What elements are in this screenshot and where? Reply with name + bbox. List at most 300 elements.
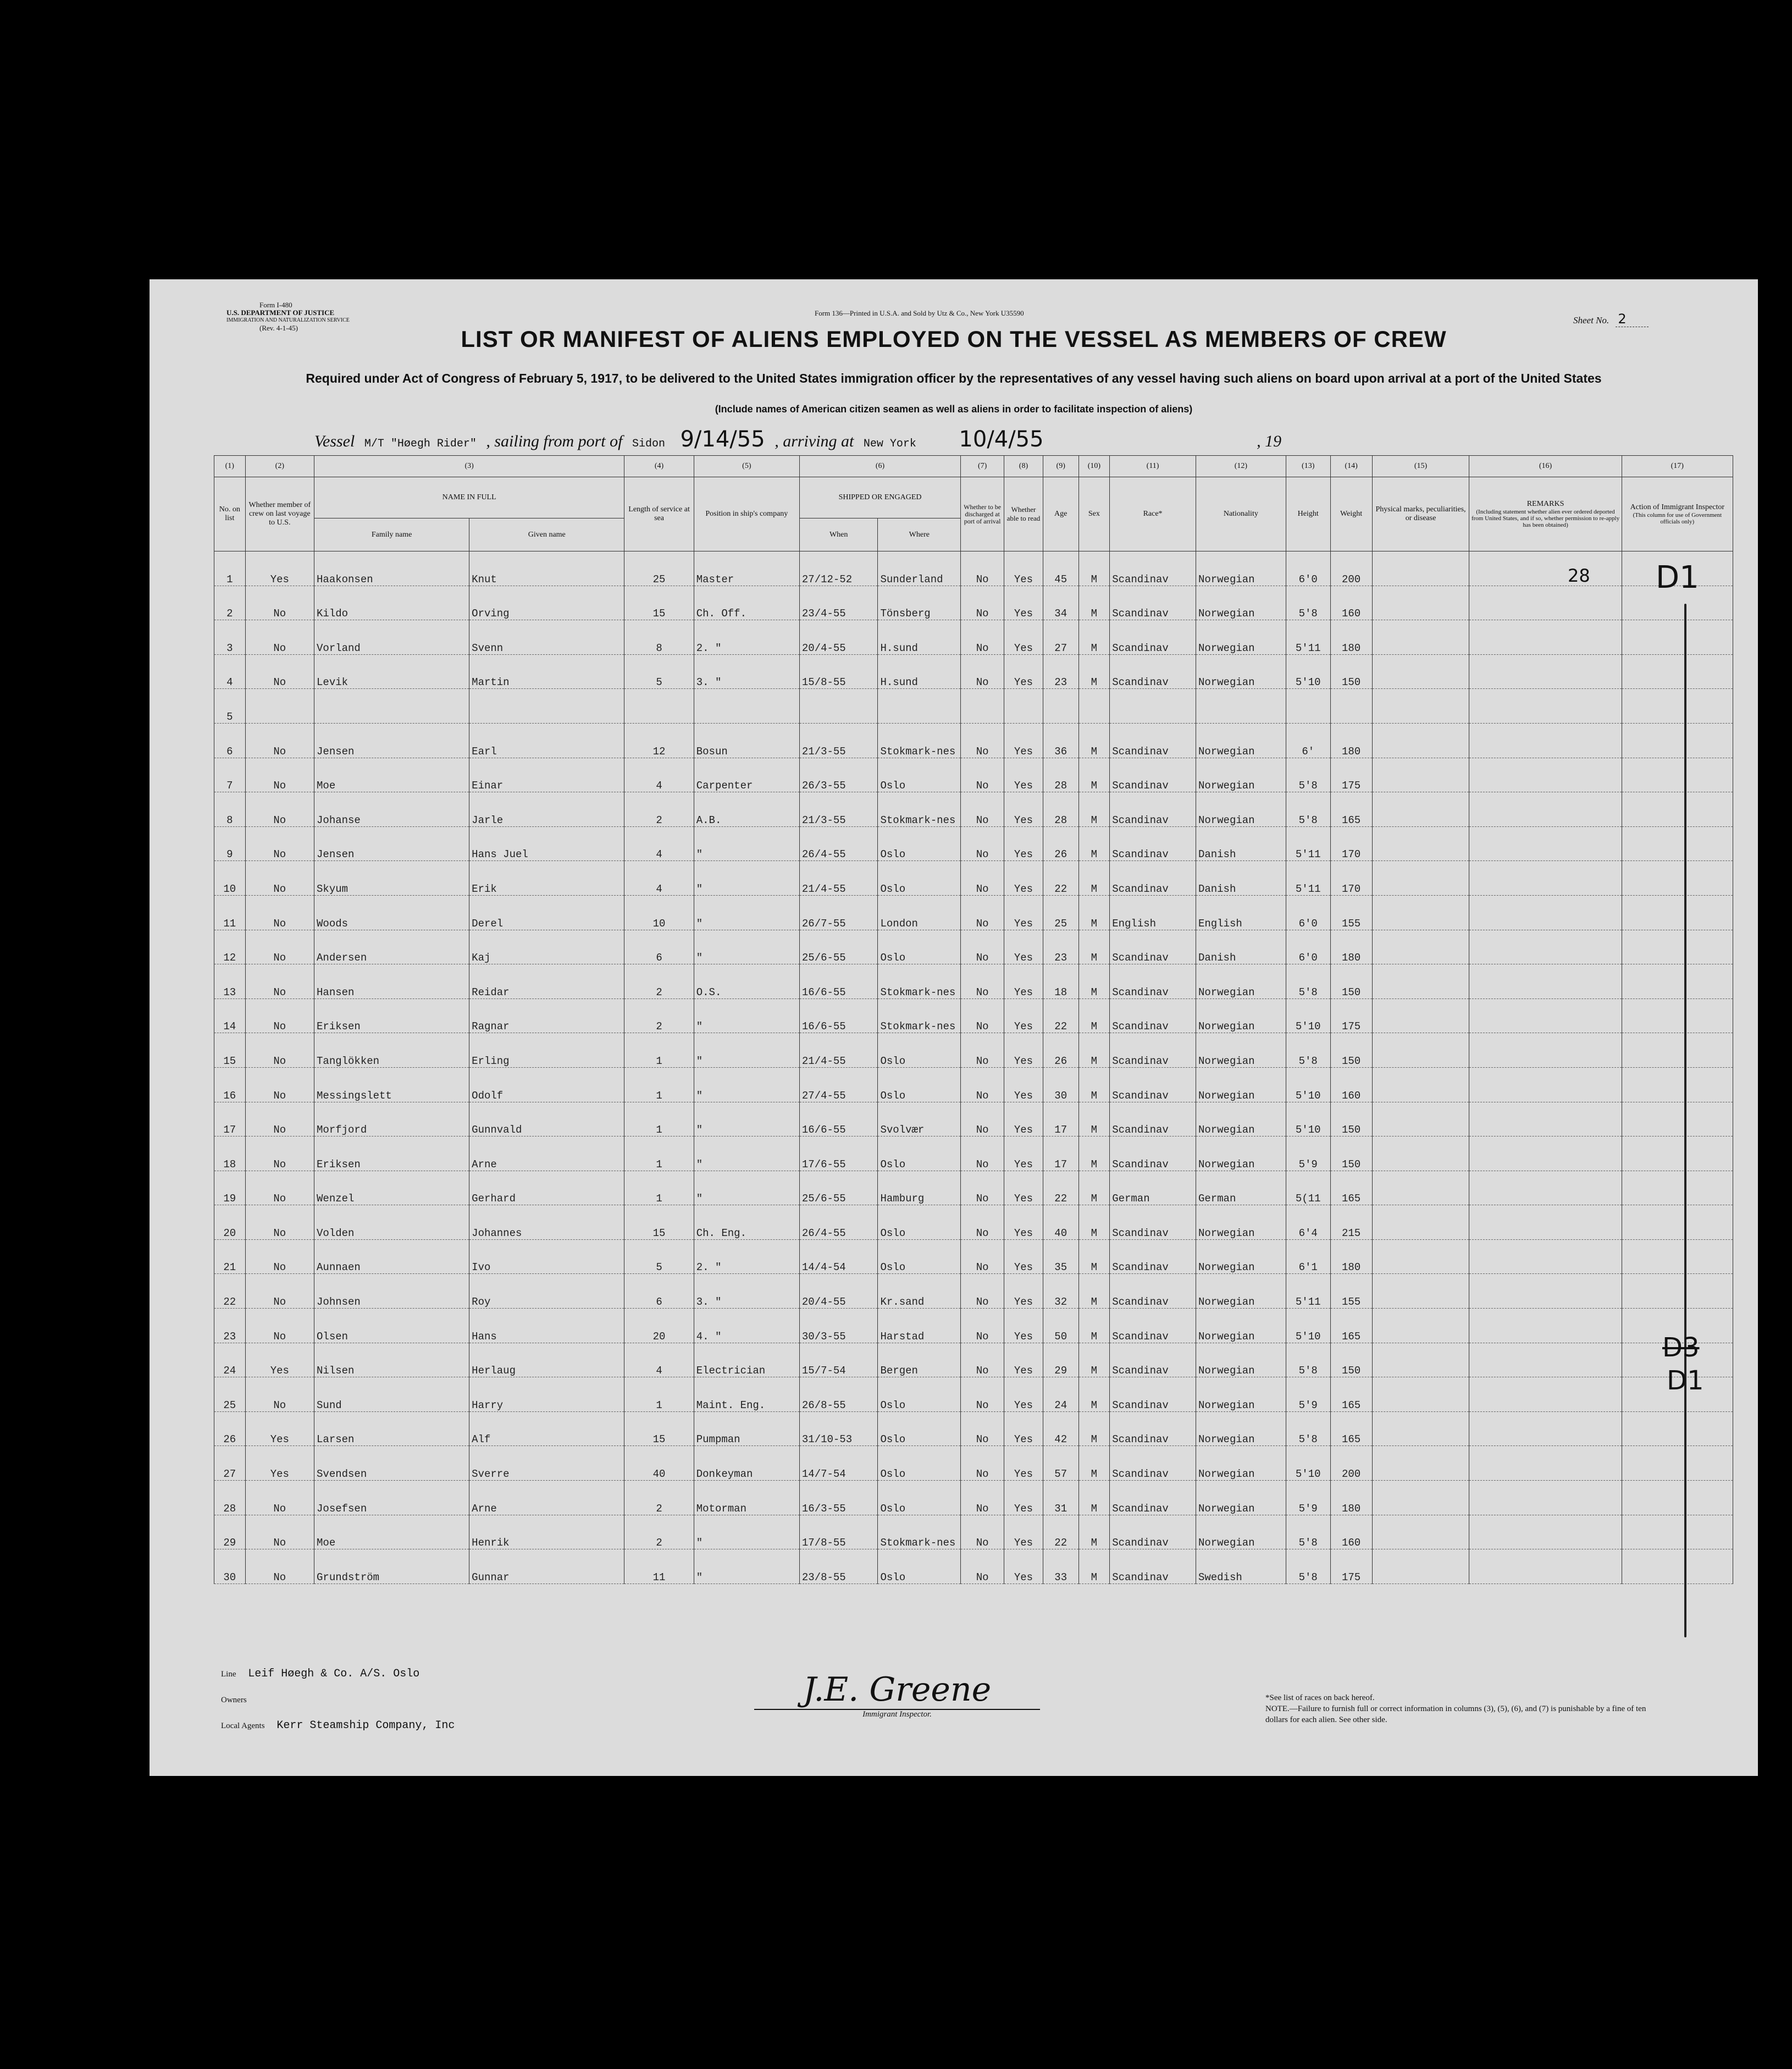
header-remarks — [1469, 477, 1622, 551]
inspector-action — [1622, 1205, 1733, 1240]
row-number: 2 — [214, 586, 246, 620]
header-nationality: Nationality — [1196, 477, 1286, 551]
discharged: No — [961, 964, 1004, 999]
remarks — [1469, 998, 1622, 1033]
discharged: No — [961, 586, 1004, 620]
sex: M — [1078, 998, 1110, 1033]
table-row — [214, 1033, 1733, 1068]
col-num-6: (6) — [799, 456, 960, 477]
physical-marks — [1372, 689, 1469, 724]
inspector-signature: J.E. Greene — [803, 1670, 992, 1709]
shipped-where: Stokmark-nes — [878, 723, 961, 758]
given-name: Martin — [469, 654, 624, 689]
row-number: 1 — [214, 551, 246, 586]
given-name: Gunnvald — [469, 1102, 624, 1136]
last-voyage: No — [245, 930, 314, 964]
shipped-where: Tönsberg — [878, 586, 961, 620]
inspector-action — [1622, 758, 1733, 792]
family-name: Johanse — [314, 792, 469, 827]
table-row — [214, 964, 1733, 999]
position: 2. " — [694, 1239, 799, 1274]
sailing-label: , sailing from port of — [486, 432, 623, 450]
physical-marks — [1372, 1033, 1469, 1068]
height: 5'8 — [1286, 586, 1330, 620]
nationality: Norwegian — [1196, 620, 1286, 655]
shipped-when: 14/4-54 — [799, 1239, 878, 1274]
nationality: Norwegian — [1196, 1377, 1286, 1412]
remarks — [1469, 1343, 1622, 1377]
service-length: 15 — [624, 1411, 694, 1446]
table-row — [214, 1481, 1733, 1515]
header-when: When — [799, 518, 878, 551]
discharged: No — [961, 1515, 1004, 1549]
able-to-read: Yes — [1004, 1481, 1043, 1515]
last-voyage: No — [245, 654, 314, 689]
discharged: No — [961, 998, 1004, 1033]
table-row — [214, 1067, 1733, 1102]
family-name: Skyum — [314, 861, 469, 896]
able-to-read: Yes — [1004, 1067, 1043, 1102]
service-length: 25 — [624, 551, 694, 586]
nationality: Norwegian — [1196, 964, 1286, 999]
service-length: 2 — [624, 1481, 694, 1515]
header-weight: Weight — [1330, 477, 1372, 551]
col-num-16: (16) — [1469, 456, 1622, 477]
row-number: 22 — [214, 1274, 246, 1309]
age: 23 — [1043, 654, 1078, 689]
able-to-read: Yes — [1004, 964, 1043, 999]
age: 40 — [1043, 1205, 1078, 1240]
remarks — [1469, 895, 1622, 930]
last-voyage: No — [245, 1033, 314, 1068]
age: 26 — [1043, 826, 1078, 861]
table-row — [214, 1309, 1733, 1343]
shipped-when: 16/6-55 — [799, 998, 878, 1033]
inspector-action — [1622, 861, 1733, 896]
given-name: Earl — [469, 723, 624, 758]
table-row — [214, 1102, 1733, 1136]
nationality: Norwegian — [1196, 551, 1286, 586]
race: Scandinav — [1110, 1239, 1196, 1274]
race: English — [1110, 895, 1196, 930]
table-row — [214, 1515, 1733, 1549]
shipped-where: Stokmark-nes — [878, 1515, 961, 1549]
able-to-read: Yes — [1004, 1205, 1043, 1240]
header-where: Where — [878, 518, 961, 551]
able-to-read: Yes — [1004, 1446, 1043, 1481]
position: " — [694, 895, 799, 930]
family-name: Olsen — [314, 1309, 469, 1343]
remarks — [1469, 654, 1622, 689]
sex: M — [1078, 1136, 1110, 1171]
age: 36 — [1043, 723, 1078, 758]
table-row — [214, 1549, 1733, 1584]
shipped-where: Oslo — [878, 826, 961, 861]
inspector-bracket-line — [1684, 604, 1686, 1637]
nationality: Norwegian — [1196, 792, 1286, 827]
nationality: Norwegian — [1196, 1239, 1286, 1274]
sex: M — [1078, 1102, 1110, 1136]
inspector-action — [1622, 1033, 1733, 1068]
sex: M — [1078, 1515, 1110, 1549]
position: " — [694, 930, 799, 964]
discharged: No — [961, 1102, 1004, 1136]
family-name: Tanglökken — [314, 1033, 469, 1068]
service-length: 2 — [624, 998, 694, 1033]
last-voyage: Yes — [245, 551, 314, 586]
remarks — [1469, 792, 1622, 827]
shipped-when: 14/7-54 — [799, 1446, 878, 1481]
nationality: Norwegian — [1196, 1309, 1286, 1343]
weight: 150 — [1330, 964, 1372, 999]
sex: M — [1078, 620, 1110, 655]
age: 28 — [1043, 792, 1078, 827]
family-name: Haakonsen — [314, 551, 469, 586]
row-number: 21 — [214, 1239, 246, 1274]
table-row — [214, 998, 1733, 1033]
service-length: 12 — [624, 723, 694, 758]
shipped-when: 21/4-55 — [799, 1033, 878, 1068]
shipped-when: 23/4-55 — [799, 586, 878, 620]
race: Scandinav — [1110, 792, 1196, 827]
given-name: Gunnar — [469, 1549, 624, 1584]
vessel-label: Vessel — [314, 432, 355, 450]
age: 35 — [1043, 1239, 1078, 1274]
able-to-read: Yes — [1004, 654, 1043, 689]
shipped-where: H.sund — [878, 654, 961, 689]
weight: 150 — [1330, 654, 1372, 689]
inspector-mark-mid: D3 — [1662, 1332, 1700, 1363]
remark-row-1: 28 — [1568, 565, 1590, 586]
nationality: Norwegian — [1196, 1067, 1286, 1102]
discharged: No — [961, 723, 1004, 758]
shipped-when: 21/3-55 — [799, 792, 878, 827]
sex: M — [1078, 1171, 1110, 1205]
weight: 200 — [1330, 551, 1372, 586]
family-name: Eriksen — [314, 1136, 469, 1171]
row-number: 15 — [214, 1033, 246, 1068]
physical-marks — [1372, 1515, 1469, 1549]
race: Scandinav — [1110, 1446, 1196, 1481]
shipped-where: Sunderland — [878, 551, 961, 586]
age: 23 — [1043, 930, 1078, 964]
row-number: 3 — [214, 620, 246, 655]
inspector-action — [1622, 930, 1733, 964]
family-name: Wenzel — [314, 1171, 469, 1205]
able-to-read: Yes — [1004, 1102, 1043, 1136]
physical-marks — [1372, 1239, 1469, 1274]
remarks — [1469, 1411, 1622, 1446]
inspector-action — [1622, 792, 1733, 827]
header-shipped-engaged: SHIPPED OR ENGAGED — [799, 477, 960, 518]
given-name: Knut — [469, 551, 624, 586]
age: 45 — [1043, 551, 1078, 586]
row-number: 8 — [214, 792, 246, 827]
last-voyage: No — [245, 1205, 314, 1240]
remarks — [1469, 1205, 1622, 1240]
table-row — [214, 1205, 1733, 1240]
family-name: Grundström — [314, 1549, 469, 1584]
height: 5'10 — [1286, 654, 1330, 689]
col-num-11: (11) — [1110, 456, 1196, 477]
position — [694, 689, 799, 724]
able-to-read: Yes — [1004, 1411, 1043, 1446]
col-num-2: (2) — [245, 456, 314, 477]
shipped-when: 31/10-53 — [799, 1411, 878, 1446]
shipped-where: Harstad — [878, 1309, 961, 1343]
age: 27 — [1043, 620, 1078, 655]
shipped-where: Oslo — [878, 1239, 961, 1274]
nationality: Norwegian — [1196, 1411, 1286, 1446]
height: 5(11 — [1286, 1171, 1330, 1205]
vessel-line — [314, 427, 1281, 452]
shipped-when: 20/4-55 — [799, 1274, 878, 1309]
col-num-10: (10) — [1078, 456, 1110, 477]
shipped-when: 26/8-55 — [799, 1377, 878, 1412]
family-name: Jensen — [314, 723, 469, 758]
printer-note: Form 136—Printed in U.S.A. and Sold by Utz & Co., New York U35590 — [815, 309, 1024, 317]
given-name: Odolf — [469, 1067, 624, 1102]
sex: M — [1078, 586, 1110, 620]
last-voyage: No — [245, 1549, 314, 1584]
table-row — [214, 930, 1733, 964]
position: 2. " — [694, 620, 799, 655]
able-to-read: Yes — [1004, 1343, 1043, 1377]
shipped-when: 27/4-55 — [799, 1067, 878, 1102]
race: German — [1110, 1171, 1196, 1205]
given-name: Einar — [469, 758, 624, 792]
remarks-title: REMARKS — [1526, 500, 1564, 508]
height: 5'11 — [1286, 861, 1330, 896]
table-row — [214, 861, 1733, 896]
family-name: Messingslett — [314, 1067, 469, 1102]
row-number: 14 — [214, 998, 246, 1033]
row-number: 10 — [214, 861, 246, 896]
sex: M — [1078, 895, 1110, 930]
nationality: Norwegian — [1196, 1274, 1286, 1309]
inspector-action — [1622, 723, 1733, 758]
sex: M — [1078, 1309, 1110, 1343]
arriving-label: , arriving at — [775, 432, 854, 450]
inspector-action-title: Action of Immigrant Inspector — [1630, 503, 1725, 511]
service-length: 2 — [624, 792, 694, 827]
race: Scandinav — [1110, 620, 1196, 655]
shipped-where: Oslo — [878, 1411, 961, 1446]
remarks — [1469, 930, 1622, 964]
given-name: Arne — [469, 1481, 624, 1515]
weight: 155 — [1330, 1274, 1372, 1309]
table-row — [214, 1171, 1733, 1205]
shipped-where: Stokmark-nes — [878, 998, 961, 1033]
physical-marks — [1372, 1446, 1469, 1481]
table-row — [214, 689, 1733, 724]
last-voyage: No — [245, 1481, 314, 1515]
given-name: Erik — [469, 861, 624, 896]
remarks — [1469, 723, 1622, 758]
family-name: Josefsen — [314, 1481, 469, 1515]
row-number: 18 — [214, 1136, 246, 1171]
shipped-where: Kr.sand — [878, 1274, 961, 1309]
sheet-label: Sheet No. — [1573, 315, 1610, 325]
nationality: Swedish — [1196, 1549, 1286, 1584]
subtitle-note: (Include names of American citizen seamen as well as aliens in order to facilitate inspection of aliens) — [715, 404, 1193, 415]
physical-marks — [1372, 1102, 1469, 1136]
nationality: Norwegian — [1196, 586, 1286, 620]
inspector-action — [1622, 1102, 1733, 1136]
family-name: Nilsen — [314, 1343, 469, 1377]
header-height: Height — [1286, 477, 1330, 551]
shipped-where: Oslo — [878, 758, 961, 792]
service-length: 1 — [624, 1136, 694, 1171]
height: 5'10 — [1286, 1067, 1330, 1102]
row-number: 4 — [214, 654, 246, 689]
line-label: Line — [221, 1670, 236, 1679]
row-number: 25 — [214, 1377, 246, 1412]
height: 5'10 — [1286, 998, 1330, 1033]
service-length: 8 — [624, 620, 694, 655]
able-to-read: Yes — [1004, 1309, 1043, 1343]
nationality: German — [1196, 1171, 1286, 1205]
family-name: Kildo — [314, 586, 469, 620]
race: Scandinav — [1110, 1549, 1196, 1584]
physical-marks — [1372, 1136, 1469, 1171]
crew-body — [214, 551, 1733, 1584]
height: 5'11 — [1286, 1274, 1330, 1309]
weight: 175 — [1330, 758, 1372, 792]
age: 32 — [1043, 1274, 1078, 1309]
footer-agents — [221, 1719, 455, 1732]
shipped-when: 21/4-55 — [799, 861, 878, 896]
weight: 165 — [1330, 1171, 1372, 1205]
discharged: No — [961, 1481, 1004, 1515]
remarks — [1469, 1171, 1622, 1205]
weight: 165 — [1330, 1411, 1372, 1446]
family-name: Vorland — [314, 620, 469, 655]
given-name: Jarle — [469, 792, 624, 827]
service-length: 5 — [624, 1239, 694, 1274]
header-discharged: Whether to be discharged at port of arrival — [961, 477, 1004, 551]
race: Scandinav — [1110, 826, 1196, 861]
sex: M — [1078, 861, 1110, 896]
physical-marks — [1372, 551, 1469, 586]
nationality: Norwegian — [1196, 654, 1286, 689]
age: 34 — [1043, 586, 1078, 620]
subtitle: Required under Act of Congress of February 5, 1917, to be delivered to the United States immigration officer by the representatives of any vessel having such aliens on board upon arrival at a port of the United States — [306, 371, 1602, 385]
sex: M — [1078, 826, 1110, 861]
discharged: No — [961, 930, 1004, 964]
revision: (Rev. 4-1-45) — [259, 324, 298, 332]
age: 26 — [1043, 1033, 1078, 1068]
physical-marks — [1372, 861, 1469, 896]
row-number: 12 — [214, 930, 246, 964]
position: O.S. — [694, 964, 799, 999]
height: 5'9 — [1286, 1481, 1330, 1515]
sex: M — [1078, 1274, 1110, 1309]
given-name: Gerhard — [469, 1171, 624, 1205]
age: 22 — [1043, 998, 1078, 1033]
last-voyage: No — [245, 1239, 314, 1274]
shipped-when: 15/7-54 — [799, 1343, 878, 1377]
physical-marks — [1372, 998, 1469, 1033]
physical-marks — [1372, 1171, 1469, 1205]
sex: M — [1078, 1549, 1110, 1584]
table-row — [214, 1136, 1733, 1171]
header-physical-marks: Physical marks, peculiarities, or disease — [1372, 477, 1469, 551]
family-name: Johnsen — [314, 1274, 469, 1309]
family-name: Hansen — [314, 964, 469, 999]
race: Scandinav — [1110, 1274, 1196, 1309]
last-voyage: No — [245, 1515, 314, 1549]
height: 5'8 — [1286, 1515, 1330, 1549]
table-row — [214, 586, 1733, 620]
position: " — [694, 1171, 799, 1205]
race: Scandinav — [1110, 861, 1196, 896]
remarks-note: (Including statement whether alien ever ordered deported from United States, and if so, whether permission to re-apply has been obtained) — [1471, 509, 1620, 528]
age: 22 — [1043, 861, 1078, 896]
table-row — [214, 1343, 1733, 1377]
footer-fields — [221, 1668, 455, 1745]
shipped-where: Oslo — [878, 1549, 961, 1584]
inspector-action — [1622, 1239, 1733, 1274]
sex: M — [1078, 654, 1110, 689]
service-length: 15 — [624, 586, 694, 620]
shipped-where — [878, 689, 961, 724]
race: Scandinav — [1110, 1309, 1196, 1343]
discharged: No — [961, 654, 1004, 689]
col-num-4: (4) — [624, 456, 694, 477]
height: 5'8 — [1286, 1549, 1330, 1584]
age: 24 — [1043, 1377, 1078, 1412]
header-able-to-read: Whether able to read — [1004, 477, 1043, 551]
given-name: Kaj — [469, 930, 624, 964]
form-number: Form I-480 — [259, 301, 292, 309]
height: 5'10 — [1286, 1309, 1330, 1343]
weight: 150 — [1330, 1102, 1372, 1136]
given-name: Harry — [469, 1377, 624, 1412]
row-number: 11 — [214, 895, 246, 930]
given-name: Hans — [469, 1309, 624, 1343]
height: 5'11 — [1286, 826, 1330, 861]
age: 22 — [1043, 1515, 1078, 1549]
col-num-9: (9) — [1043, 456, 1078, 477]
family-name: Moe — [314, 1515, 469, 1549]
family-name: Jensen — [314, 826, 469, 861]
family-name: Andersen — [314, 930, 469, 964]
service-length: 4 — [624, 861, 694, 896]
sex: M — [1078, 551, 1110, 586]
sex: M — [1078, 1343, 1110, 1377]
weight: 160 — [1330, 1067, 1372, 1102]
discharged: No — [961, 1446, 1004, 1481]
shipped-when: 16/6-55 — [799, 964, 878, 999]
able-to-read: Yes — [1004, 758, 1043, 792]
service-length: 6 — [624, 1274, 694, 1309]
shipped-when: 21/3-55 — [799, 723, 878, 758]
physical-marks — [1372, 1411, 1469, 1446]
position: A.B. — [694, 792, 799, 827]
physical-marks — [1372, 930, 1469, 964]
race: Scandinav — [1110, 1033, 1196, 1068]
able-to-read: Yes — [1004, 826, 1043, 861]
nationality: Norwegian — [1196, 758, 1286, 792]
col-num-13: (13) — [1286, 456, 1330, 477]
remarks — [1469, 1515, 1622, 1549]
discharged: No — [961, 1309, 1004, 1343]
able-to-read: Yes — [1004, 1274, 1043, 1309]
given-name: Sverre — [469, 1446, 624, 1481]
service-length: 4 — [624, 826, 694, 861]
weight: 180 — [1330, 723, 1372, 758]
